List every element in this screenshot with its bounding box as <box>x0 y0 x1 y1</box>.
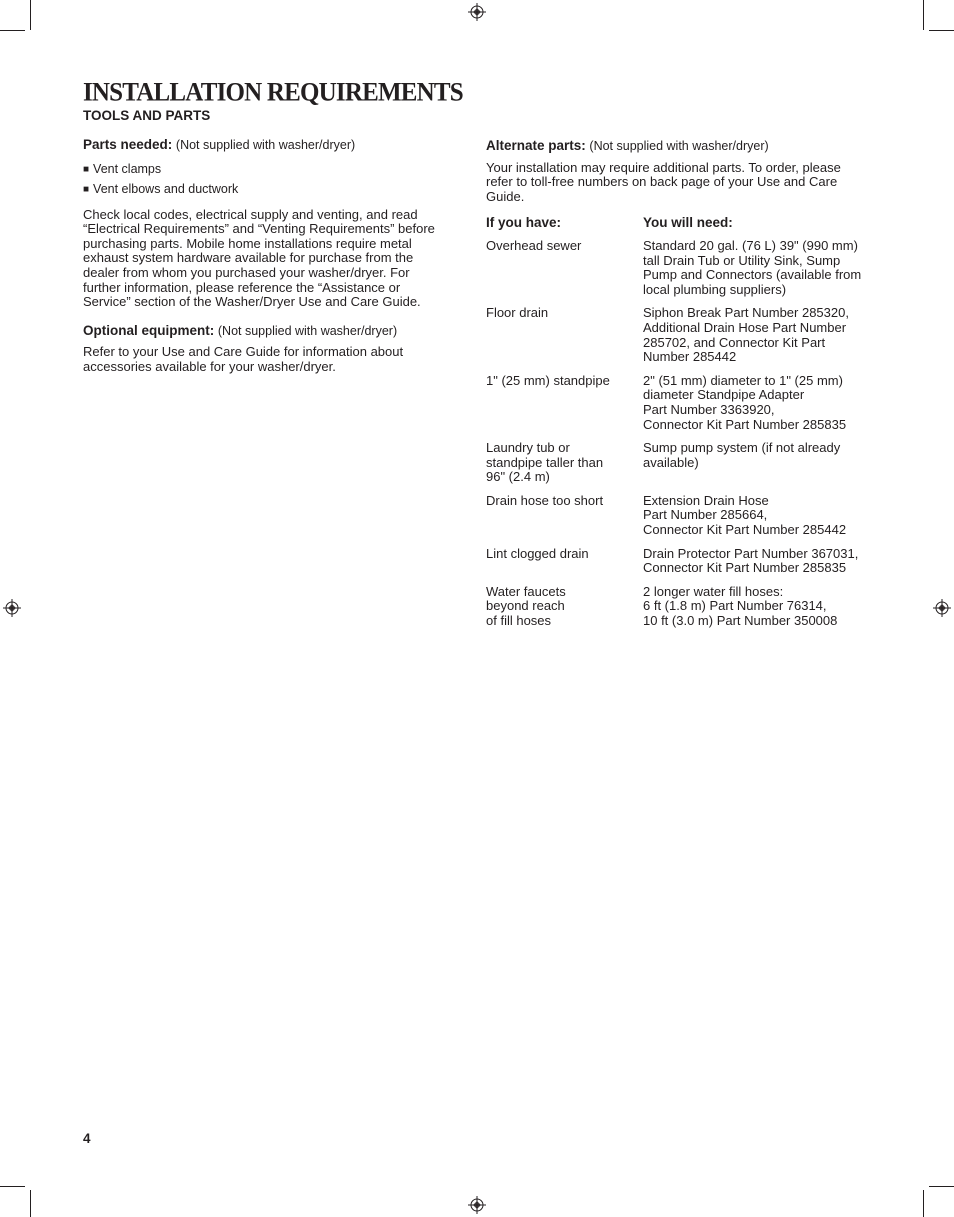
text-line: Connector Kit Part Number 285835 <box>643 416 847 432</box>
table-cell-need <box>643 547 878 576</box>
table-row <box>486 547 878 576</box>
crop-mark-top-right-h <box>929 30 954 31</box>
crop-mark-bottom-left-h <box>0 1186 25 1187</box>
text-line: Refer to your Use and Care Guide for information about <box>83 344 404 360</box>
text-line: Lint clogged drain <box>486 545 589 561</box>
optional-equipment-paragraph <box>83 345 448 374</box>
text-line: Part Number 285664, <box>643 507 768 523</box>
text-line: Additional Drain Hose Part Number <box>643 319 847 335</box>
text-line: Water faucets <box>486 583 566 599</box>
check-codes-paragraph <box>83 208 448 310</box>
table-cell-have <box>486 374 643 432</box>
text-line: refer to toll-free numbers on back page of your Use and Care <box>486 174 838 190</box>
table-cell-need <box>643 441 878 485</box>
text-line: Standard 20 gal. (76 L) 39" (990 mm) <box>643 237 858 253</box>
alternate-parts-label: Alternate parts: <box>486 138 586 153</box>
text-line: 6 ft (1.8 m) Part Number 76314, <box>643 598 827 614</box>
text-line: local plumbing suppliers) <box>643 281 787 297</box>
crop-mark-top-right-v <box>923 0 924 30</box>
text-line: 2" (51 mm) diameter to 1" (25 mm) <box>643 372 843 388</box>
left-column <box>83 138 448 389</box>
crop-mark-bottom-left-v <box>30 1190 31 1217</box>
text-line: Drain Protector Part Number 367031, <box>643 545 859 561</box>
table-row <box>486 494 878 538</box>
optional-equipment-note: (Not supplied with washer/dryer) <box>217 323 398 338</box>
text-line: beyond reach <box>486 598 565 614</box>
text-line: Pump and Connectors (available from <box>643 267 862 283</box>
text-line: Extension Drain Hose <box>643 492 769 508</box>
table-cell-have <box>486 494 643 538</box>
column-header-have: If you have: <box>486 215 562 231</box>
text-line: exhaust system hardware available for purchase from the <box>83 250 414 266</box>
column-header-need: You will need: <box>643 215 733 231</box>
text-line: standpipe taller than <box>486 454 604 470</box>
optional-equipment-label: Optional equipment: <box>83 322 215 338</box>
table-cell-have <box>486 239 643 297</box>
crop-mark-top-left-v <box>30 0 31 30</box>
alternate-parts-paragraph <box>486 161 878 205</box>
parts-needed-heading <box>83 138 448 153</box>
crop-mark-bottom-right-v <box>923 1190 924 1217</box>
table-row <box>486 585 878 629</box>
text-line: Sump pump system (if not already <box>643 440 841 456</box>
table-cell-need <box>643 585 878 629</box>
text-line: 2 longer water fill hoses: <box>643 583 784 599</box>
alternate-parts-heading <box>486 139 878 154</box>
text-line: Drain hose too short <box>486 492 604 508</box>
text-line: “Electrical Requirements” and “Venting Requirements” before <box>83 221 435 237</box>
page-title: INSTALLATION REQUIREMENTS <box>83 78 463 107</box>
table-row <box>486 441 878 485</box>
registration-mark-icon <box>3 599 21 617</box>
parts-needed-label: Parts needed: <box>83 137 173 152</box>
text-line: Connector Kit Part Number 285442 <box>643 522 847 538</box>
optional-equipment-heading <box>83 324 448 339</box>
table-row <box>486 374 878 432</box>
text-line: Floor drain <box>486 305 549 321</box>
text-line: 285702, and Connector Kit Part <box>643 334 826 350</box>
alternate-parts-note: (Not supplied with washer/dryer) <box>589 139 769 153</box>
text-line: purchasing parts. Mobile home installations require metal <box>83 235 412 251</box>
table-cell-have <box>486 547 643 576</box>
section-title: TOOLS AND PARTS <box>83 108 211 123</box>
text-line: Guide. <box>486 188 525 204</box>
parts-table <box>486 216 878 628</box>
crop-mark-bottom-right-h <box>929 1186 954 1187</box>
table-header-row <box>486 216 878 231</box>
text-line: tall Drain Tub or Utility Sink, Sump <box>643 252 841 268</box>
right-column <box>486 139 878 638</box>
page-number: 4 <box>83 1131 91 1146</box>
table-cell-need <box>643 494 878 538</box>
table-cell-have <box>486 585 643 629</box>
table-cell-have <box>486 306 643 364</box>
text-line: Your installation may require additional parts. To order, please <box>486 159 841 175</box>
table-cell-need <box>643 306 878 364</box>
table-row <box>486 239 878 297</box>
text-line: available) <box>643 454 699 470</box>
registration-mark-icon <box>468 1196 486 1214</box>
registration-mark-icon <box>468 3 486 21</box>
text-line: further information, please reference the “Assistance or <box>83 279 401 295</box>
text-line: Number 285442 <box>643 349 737 365</box>
text-line: diameter Standpipe Adapter <box>643 387 805 403</box>
parts-needed-list <box>83 160 448 200</box>
text-line: Part Number 3363920, <box>643 401 775 417</box>
text-line: 96" (2.4 m) <box>486 469 550 485</box>
table-cell-need <box>643 239 878 297</box>
text-line: 1" (25 mm) standpipe <box>486 372 610 388</box>
crop-mark-top-left-h <box>0 30 25 31</box>
text-line: accessories available for your washer/dryer. <box>83 358 336 374</box>
text-line: of fill hoses <box>486 613 552 629</box>
text-line: Connector Kit Part Number 285835 <box>643 560 847 576</box>
table-row <box>486 306 878 364</box>
text-line: 10 ft (3.0 m) Part Number 350008 <box>643 613 838 629</box>
text-line: Service” section of the Washer/Dryer Use and Care Guide. <box>83 294 421 310</box>
table-cell-have <box>486 441 643 485</box>
text-line: dealer from whom you purchased your washer/dryer. For <box>83 264 410 280</box>
text-line: Check local codes, electrical supply and venting, and read <box>83 206 418 222</box>
table-cell-need <box>643 374 878 432</box>
list-item: ■ Vent elbows and ductwork <box>83 180 448 200</box>
list-item: ■ Vent clamps <box>83 160 448 180</box>
parts-needed-note: (Not supplied with washer/dryer) <box>175 138 356 152</box>
text-line: Overhead sewer <box>486 237 582 253</box>
registration-mark-icon <box>933 599 951 617</box>
text-line: Laundry tub or <box>486 440 570 456</box>
text-line: Siphon Break Part Number 285320, <box>643 305 849 321</box>
